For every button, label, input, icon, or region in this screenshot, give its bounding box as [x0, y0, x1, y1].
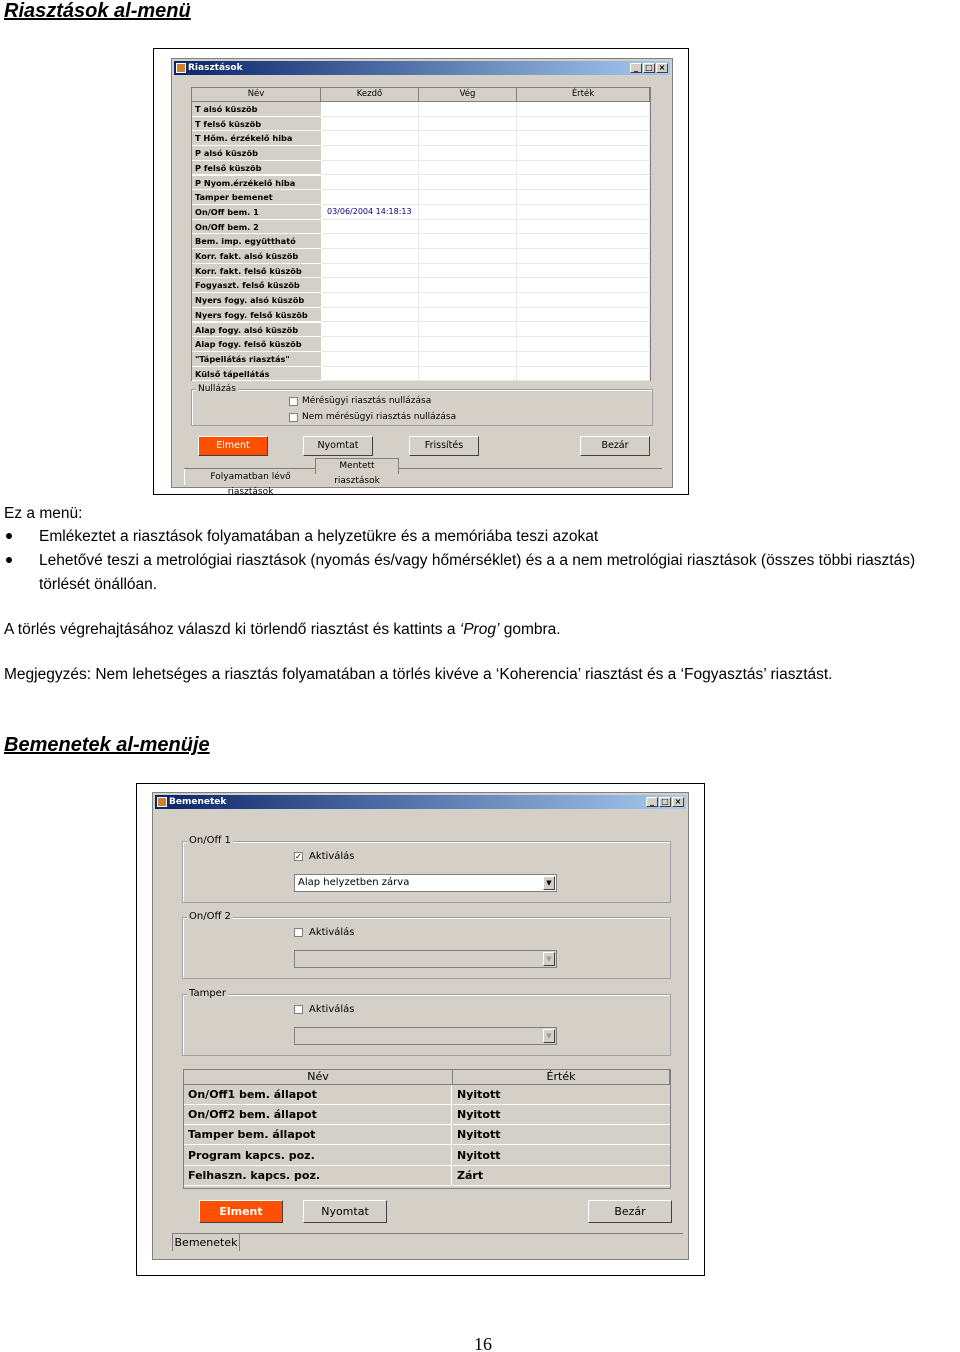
alarm-row-end[interactable]: [419, 161, 517, 176]
alarm-row-end[interactable]: [419, 234, 517, 249]
alarm-row-value[interactable]: [517, 161, 650, 176]
prog-button-name: ‘Prog’: [459, 621, 500, 638]
app-icon: [157, 797, 167, 807]
alarm-row-start[interactable]: [321, 161, 419, 176]
alarm-row-end[interactable]: [419, 352, 517, 367]
reset-group: [191, 384, 653, 426]
alarm-row-value[interactable]: [517, 264, 650, 279]
onoff1-activate-label: Aktiválás: [309, 851, 355, 862]
alarm-row-end[interactable]: [419, 323, 517, 338]
alarm-row-value[interactable]: [517, 117, 650, 132]
inputs-screenshot-frame: [136, 783, 705, 1276]
input-row-value[interactable]: Nyitott: [453, 1125, 670, 1145]
nonmetrology-reset-checkbox[interactable]: [289, 413, 298, 422]
alarm-row-value[interactable]: [517, 205, 650, 220]
alarm-row-value[interactable]: [517, 367, 650, 382]
section-heading-inputs: Bemenetek al-menüje: [4, 734, 210, 756]
tab-inputs[interactable]: Bemenetek: [172, 1233, 240, 1251]
minimize-icon[interactable]: _: [646, 797, 658, 807]
tab-current-alarms[interactable]: Folyamatban lévő riasztások: [210, 472, 291, 497]
alarm-row-name[interactable]: "Tápellátás riasztás": [192, 352, 321, 367]
tab-strip-line: [240, 1233, 683, 1234]
onoff2-activate-label: Aktiválás: [309, 927, 355, 938]
input-row-value[interactable]: Nyitott: [453, 1085, 670, 1105]
alarm-row-end[interactable]: [419, 264, 517, 279]
alarm-row-end[interactable]: [419, 131, 517, 146]
grid-header-end[interactable]: Vég: [419, 88, 517, 102]
metrology-reset-label: Mérésügyi riasztás nullázása: [302, 396, 432, 406]
inputs-window-title: Bemenetek: [169, 797, 227, 807]
close-icon[interactable]: ×: [672, 797, 684, 807]
alarm-row-value[interactable]: [517, 102, 650, 117]
alarm-row-name[interactable]: Nyers fogy. felső küszöb: [192, 308, 321, 323]
alarm-row-value[interactable]: [517, 176, 650, 191]
alarm-row-end[interactable]: [419, 220, 517, 235]
alarm-row-start[interactable]: [321, 264, 419, 279]
nonmetrology-reset-label: Nem mérésügyi riasztás nullázása: [302, 412, 457, 422]
alarm-row-start[interactable]: 03/06/2004 14:18:13: [321, 205, 419, 220]
onoff2-mode-select[interactable]: [294, 950, 557, 968]
bullet-icon: [6, 557, 12, 563]
chevron-down-icon[interactable]: ▼: [543, 876, 555, 890]
close-icon[interactable]: ×: [656, 63, 668, 73]
note-paragraph: Megjegyzés: Nem lehetséges a riasztás folyamatában a törlés kivéve a ‘Koherencia’ riasztást és a ‘Fogyasztás’ riasztást.: [4, 666, 833, 683]
alarm-row-name[interactable]: On/Off bem. 1: [192, 205, 321, 220]
grid-header-name[interactable]: Név: [192, 88, 321, 102]
alarm-row-value[interactable]: [517, 278, 650, 293]
maximize-icon[interactable]: □: [659, 797, 671, 807]
alarm-row-end[interactable]: [419, 205, 517, 220]
input-row-name[interactable]: Program kapcs. poz.: [184, 1146, 452, 1166]
onoff1-mode-value: Alap helyzetben zárva: [298, 877, 410, 888]
alarm-row-start[interactable]: [321, 278, 419, 293]
menu-intro: Ez a menü:: [4, 505, 83, 522]
alarm-row-name[interactable]: Alap fogy. alsó küszöb: [192, 323, 321, 338]
close-button[interactable]: Bezár: [588, 1200, 672, 1223]
page-number: 16: [474, 1334, 492, 1352]
onoff2-activate-checkbox[interactable]: [294, 928, 303, 937]
onoff1-mode-select[interactable]: [294, 874, 557, 892]
bullet-icon: [6, 533, 12, 539]
tab-strip-edge: [184, 469, 185, 485]
alarm-row-name[interactable]: P Nyom.érzékelő hiba: [192, 176, 321, 191]
onoff2-group: [182, 911, 671, 979]
grid-header-start[interactable]: Kezdő: [321, 88, 419, 102]
bullet-2: Lehetővé teszi a metrológiai riasztások (nyomás és/vagy hőmérséklet) és a a nem metrológiai riasztások (összes többi riasztás): [39, 552, 916, 569]
tamper-activate-checkbox[interactable]: [294, 1005, 303, 1014]
alarm-row-end[interactable]: [419, 367, 517, 382]
onoff1-group-label: On/Off 1: [189, 835, 231, 846]
onoff2-group-label: On/Off 2: [189, 911, 231, 922]
alarm-row-end[interactable]: [419, 293, 517, 308]
alarm-row-name[interactable]: P felső küszöb: [192, 161, 321, 176]
delete-instruction-pre: A törlés végrehajtásához válaszd ki törlendő riasztást és kattints a: [4, 621, 460, 638]
alarm-row-start[interactable]: [321, 234, 419, 249]
tab-strip-line: [184, 468, 662, 469]
input-row-name[interactable]: On/Off1 bem. állapot: [184, 1085, 452, 1105]
alarm-row-value[interactable]: [517, 293, 650, 308]
inputs-header-value[interactable]: Érték: [453, 1070, 670, 1085]
chevron-down-icon[interactable]: ▼: [543, 1029, 555, 1043]
alarm-row-start[interactable]: [321, 293, 419, 308]
onoff1-group: [182, 835, 671, 903]
app-icon: [176, 63, 186, 73]
alarm-row-end[interactable]: [419, 337, 517, 352]
save-button[interactable]: Elment: [199, 1200, 283, 1223]
alarm-row-start[interactable]: [321, 352, 419, 367]
alarms-grid: [191, 87, 651, 381]
close-button[interactable]: Bezár: [580, 436, 650, 456]
alarm-row-name[interactable]: Korr. fakt. felső küszöb: [192, 264, 321, 279]
alarm-row-name[interactable]: T felső küszöb: [192, 117, 321, 132]
alarm-row-value[interactable]: [517, 249, 650, 264]
alarms-titlebar: [174, 61, 670, 75]
alarm-row-end[interactable]: [419, 146, 517, 161]
inputs-header-name[interactable]: Név: [184, 1070, 453, 1085]
onoff1-activate-checkbox[interactable]: ✓: [295, 852, 302, 861]
alarm-row-end[interactable]: [419, 249, 517, 264]
input-row-value[interactable]: Zárt: [453, 1166, 670, 1186]
tamper-activate-label: Aktiválás: [309, 1004, 355, 1015]
alarm-row-end[interactable]: [419, 176, 517, 191]
alarm-row-name[interactable]: P alsó küszöb: [192, 146, 321, 161]
alarms-screenshot-frame: [153, 48, 689, 495]
tamper-group: [182, 988, 671, 1056]
inputs-grid: [183, 1069, 671, 1189]
refresh-button[interactable]: Frissítés: [409, 436, 479, 456]
alarm-row-name[interactable]: Alap fogy. felső küszöb: [192, 337, 321, 352]
alarm-row-start[interactable]: [321, 102, 419, 117]
print-button[interactable]: Nyomtat: [303, 436, 373, 456]
input-row-name[interactable]: Tamper bem. állapot: [184, 1125, 452, 1145]
alarm-row-start[interactable]: [321, 176, 419, 191]
alarm-row-value[interactable]: [517, 308, 650, 323]
bullet-2-continued: törlését önállóan.: [39, 576, 158, 593]
save-button[interactable]: Elment: [198, 436, 268, 456]
alarm-row-start[interactable]: [321, 249, 419, 264]
alarm-row-value[interactable]: [517, 337, 650, 352]
alarm-row-start[interactable]: [321, 367, 419, 382]
alarm-row-end[interactable]: [419, 278, 517, 293]
alarm-row-name[interactable]: Tamper bemenet: [192, 190, 321, 205]
input-row-name[interactable]: On/Off2 bem. állapot: [184, 1105, 452, 1125]
inputs-window: [152, 792, 689, 1260]
alarm-row-name[interactable]: On/Off bem. 2: [192, 220, 321, 235]
alarm-row-value[interactable]: [517, 146, 650, 161]
input-row-value[interactable]: Nyitott: [453, 1146, 670, 1166]
alarm-row-name[interactable]: Fogyaszt. felső küszöb: [192, 278, 321, 293]
alarm-row-start[interactable]: [321, 220, 419, 235]
bullet-1: Emlékeztet a riasztások folyamatában a helyzetükre és a memóriába teszi azokat: [39, 528, 599, 545]
alarm-row-value[interactable]: [517, 220, 650, 235]
section-heading-alarms: Riasztások al-menü: [4, 0, 191, 22]
alarm-row-start[interactable]: [321, 117, 419, 132]
alarm-row-start[interactable]: [321, 337, 419, 352]
alarm-row-end[interactable]: [419, 102, 517, 117]
alarm-row-value[interactable]: [517, 190, 650, 205]
alarm-row-start[interactable]: [321, 308, 419, 323]
alarm-row-value[interactable]: [517, 352, 650, 367]
metrology-reset-checkbox[interactable]: [289, 397, 298, 406]
alarm-row-end[interactable]: [419, 190, 517, 205]
alarms-window-title: Riasztások: [188, 63, 243, 73]
inputs-titlebar: [155, 795, 686, 809]
alarm-row-start[interactable]: [321, 323, 419, 338]
alarm-row-name[interactable]: Nyers fogy. alsó küszöb: [192, 293, 321, 308]
alarm-row-end[interactable]: [419, 308, 517, 323]
input-row-name[interactable]: Felhaszn. kapcs. poz.: [184, 1166, 452, 1186]
alarm-row-name[interactable]: T Hőm. érzékelő hiba: [192, 131, 321, 146]
tamper-group-label: Tamper: [189, 988, 226, 999]
delete-instruction: [4, 618, 561, 642]
chevron-down-icon[interactable]: ▼: [543, 952, 555, 966]
print-button[interactable]: Nyomtat: [303, 1200, 387, 1223]
tamper-mode-select[interactable]: [294, 1027, 557, 1045]
reset-group-label: Nullázás: [198, 384, 236, 394]
alarm-row-name[interactable]: Korr. fakt. alsó küszöb: [192, 249, 321, 264]
alarm-row-start[interactable]: [321, 190, 419, 205]
grid-header-value[interactable]: Érték: [517, 88, 650, 102]
maximize-icon[interactable]: □: [643, 63, 655, 73]
alarms-window: [171, 58, 673, 497]
alarm-row-end[interactable]: [419, 117, 517, 132]
alarm-row-value[interactable]: [517, 323, 650, 338]
alarm-row-name[interactable]: Bem. imp. együttható: [192, 234, 321, 249]
alarm-row-value[interactable]: [517, 234, 650, 249]
alarm-row-start[interactable]: [321, 131, 419, 146]
delete-instruction-post: gombra.: [499, 621, 561, 638]
alarm-row-name[interactable]: Külső tápellátás: [192, 367, 321, 382]
alarm-row-name[interactable]: T alsó küszöb: [192, 102, 321, 117]
input-row-value[interactable]: Nyitott: [453, 1105, 670, 1125]
minimize-icon[interactable]: _: [630, 63, 642, 73]
tab-saved-alarms[interactable]: Mentett riasztások: [315, 458, 399, 474]
alarm-row-start[interactable]: [321, 146, 419, 161]
alarm-row-value[interactable]: [517, 131, 650, 146]
